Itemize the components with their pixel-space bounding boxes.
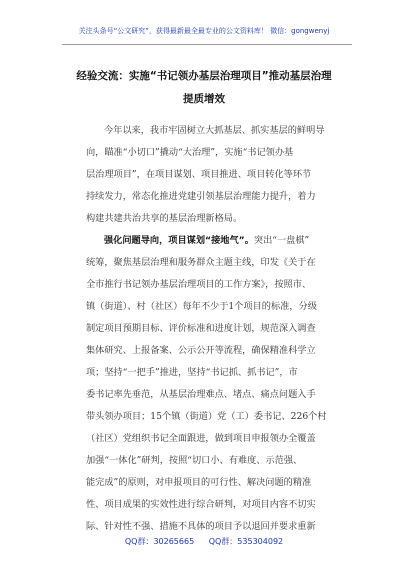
- page-header: 关注头条号“公文研究”，获得最新最全最专业的公文资料库！ 微信：gongwenyj: [78, 27, 330, 35]
- text-line: 性、项目成果的实效性进行综合研判，对项目内容不切实: [86, 499, 316, 510]
- header-divider: [62, 44, 352, 45]
- text-line: 制定项目预期目标、评价标准和进度计划，规范深入调查: [86, 323, 316, 334]
- text-line: 能完成”的原则，对申报项目的可行性、解决问题的精准: [86, 477, 312, 488]
- paragraph-2: [86, 252, 348, 538]
- page-footer: [0, 536, 408, 547]
- text-line: 际、针对性不强、措施不具体的项目予以退回并要求重新: [86, 521, 316, 532]
- footer-qq-group-1: QQ群：30265665: [124, 537, 195, 546]
- text-line: 持续发力，常态化推进党建引领基层治理能力提升，着力: [86, 191, 316, 202]
- text-line: 向，瞄准“小切口”撬动“大治理”，实施“书记领办基: [86, 147, 294, 158]
- paragraph-1: [86, 120, 348, 230]
- paragraph-2-first-line: [86, 230, 348, 252]
- paragraph-2-heading: 强化问题导向，项目谋划“接地气”。: [104, 235, 254, 246]
- text-line: 今年以来，我市牢固树立大抓基层、抓实基层的鲜明导: [104, 125, 325, 136]
- text-line: 项；坚持“一把手”推进，坚持“书记抓、抓书记”，市: [86, 367, 298, 378]
- text-line: 带头领办项目；15个镇（街道）党（工）委书记、226个村: [86, 411, 327, 422]
- text-line: （社区）党组织书记全面跟进，做到项目申报领办全覆盖: [86, 433, 316, 444]
- text-line: 构建共建共治共享的基层治理新格局。: [86, 213, 243, 224]
- text-line: 全市推行书记领办基层治理项目的工作方案》，按照市、: [86, 279, 312, 290]
- text-line: 层治理项目”，在项目谋划、项目推进、项目转化等环节: [86, 169, 312, 180]
- text-line: 镇（街道）、村（社区）每年不少于1个项目的标准，分级: [86, 301, 317, 312]
- document-body: [86, 120, 348, 538]
- document-title-line-1: 经验交流：实施“书记领办基层治理项目”推动基层治理: [76, 70, 332, 82]
- footer-qq-group-2: QQ群：535304092: [208, 537, 284, 546]
- text-line: 委书记率先垂范，从基层治理难点、堵点、痛点问题入手: [86, 389, 316, 400]
- text-line: 集体研究、上报备案、公示公开等流程，确保精准科学立: [86, 345, 316, 356]
- text-line: 统筹，聚焦基层治理和服务群众主题主线，印发《关于在: [86, 257, 316, 268]
- document-title-line-2: 提质增效: [183, 93, 225, 105]
- paragraph-2-first-tail: 突出“一盘棋”: [253, 235, 310, 246]
- text-line: 加强“一体化”研判，按照“切口小、有难度、示范强、: [86, 455, 303, 466]
